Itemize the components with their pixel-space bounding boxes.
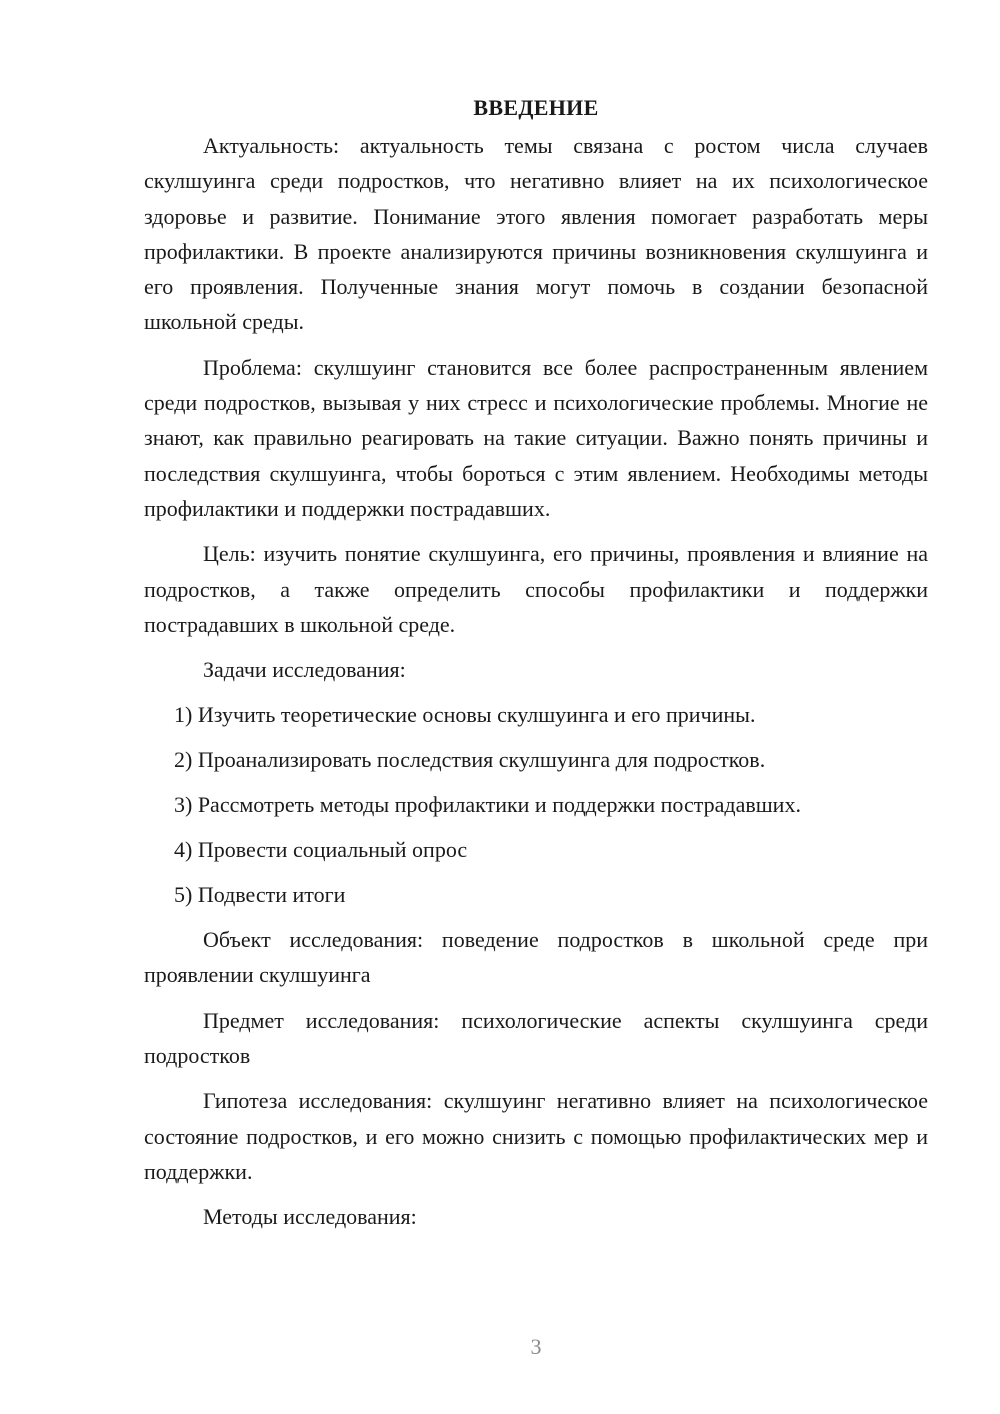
list-item: 2) Проанализировать последствия скулшуинга для подростков. [174,747,766,773]
list-item: 5) Подвести итоги [174,882,346,908]
methods-heading: Методы исследования: [203,1204,417,1230]
tasks-list [144,697,928,912]
page-title: ВВЕДЕНИЕ [473,95,599,120]
hypothesis-paragraph: Гипотеза исследования: скулшуинг негативно влияет на психологическое состояние подростков, и его можно снизить с помощью профилактических мер и поддержки. [144,1088,928,1184]
problem-paragraph: Проблема: скулшуинг становится все более распространенным явлением среди подростков, вызывая у них стресс и психологические проблемы. Многие не знают, как правильно реагировать на такие ситуации. Важно понять причины и последствия скулшуинга, чтобы бороться с этим явлением. Необходимы методы профилактики и поддержки пострадавших. [144,354,928,521]
subject-paragraph: Предмет исследования: психологические аспекты скулшуинга среди подростков [144,1007,928,1069]
object-paragraph: Объект исследования: поведение подростков в школьной среде при проявлении скулшуинга [144,927,928,988]
list-item: 3) Рассмотреть методы профилактики и поддержки пострадавших. [174,792,801,818]
list-item: 1) Изучить теоретические основы скулшуинга и его причины. [174,702,756,728]
page-number: 3 [530,1334,542,1359]
document-page [144,92,928,1234]
relevance-paragraph: Актуальность: актуальность темы связана с ростом числа случаев скулшуинга среди подростков, что негативно влияет на их психологическое здоровье и развитие. Понимание этого явления помогает разработать меры профилактики. В проекте анализируются причины возникновения скулшуинга и его проявления. Полученные знания могут помочь в создании безопасной школьной среды. [144,133,928,335]
tasks-heading: Задачи исследования: [203,657,406,683]
goal-paragraph: Цель: изучить понятие скулшуинга, его причины, проявления и влияние на подростков, а также определить способы профилактики и поддержки пострадавших в школьной среде. [144,541,928,637]
list-item: 4) Провести социальный опрос [174,837,468,863]
